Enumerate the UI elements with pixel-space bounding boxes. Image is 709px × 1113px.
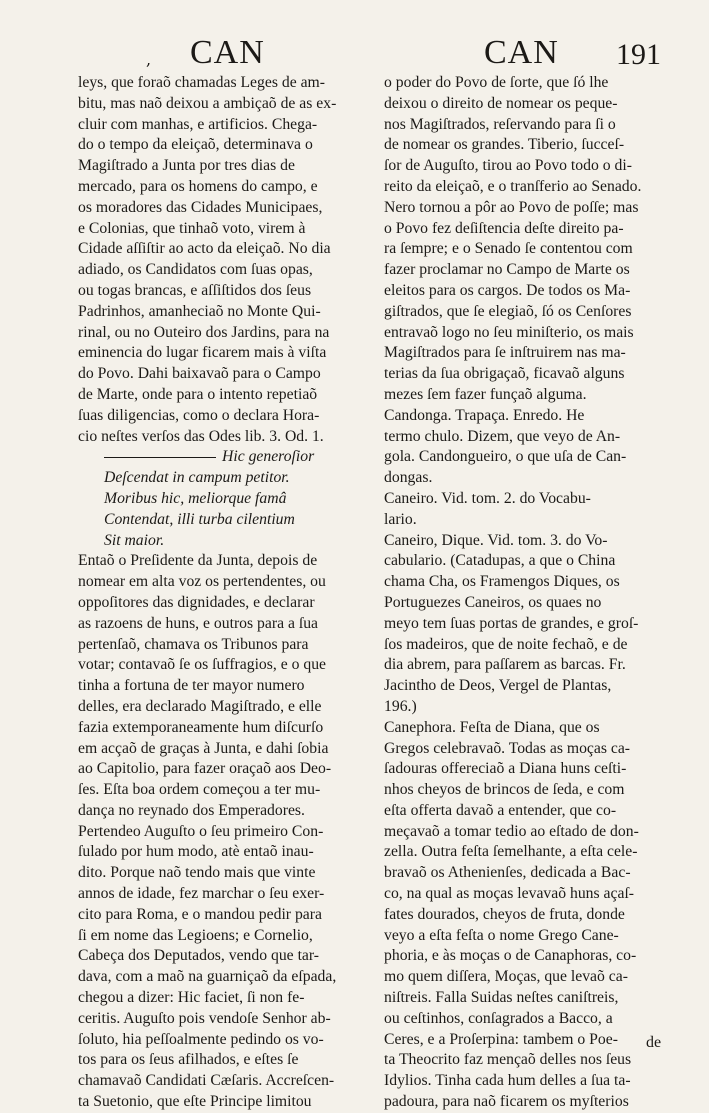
text-line: phoria, e às moças o de Canaphoras, co- [384, 947, 637, 965]
text-line: Idylios. Tinha cada hum delles a ſua ta- [384, 1072, 631, 1090]
text-line: Portuguezes Caneiros, os quaes no [384, 593, 602, 611]
text-line: annos de idade, fez marchar o ſeu exer- [78, 885, 325, 903]
text-line: Moribus hic, meliorque famâ [104, 489, 287, 507]
text-line: tinha a fortuna de ter mayor numero [78, 677, 305, 695]
text-line: os moradores das Cidades Municipaes, [78, 198, 323, 216]
text-line: giſtrados, que ſe elegiaõ, ſó os Cenſores [384, 302, 632, 320]
text-line: Pertendeo Auguſto o ſeu primeiro Con- [78, 822, 324, 840]
text-line: o Povo fez deſiſtencia deſte direito pa- [384, 219, 624, 237]
text-line: Ceres, e a Proſerpina: tambem o Poe- [384, 1030, 618, 1048]
text-line: veyo a eſta feſta o nome Grego Cane- [384, 926, 619, 944]
text-line: ſulado por hum modo, atè entaõ inau- [78, 843, 314, 861]
text-line: gola. Candongueiro, o que uſa de Can- [384, 448, 627, 466]
text-line: ta Theocrito faz mençaõ delles nos ſeus [384, 1051, 632, 1069]
text-line: nomear em alta voz os pertendentes, ou [78, 573, 326, 591]
text-line: terias da ſua obrigaçaõ, ficavaõ alguns [384, 365, 625, 383]
text-line: ao Capitolio, para fazer oraçaõ aos Deo- [78, 760, 332, 778]
text-line: dança no reynado dos Emperadores. [78, 801, 305, 819]
running-head-right: CAN [484, 34, 559, 71]
text-line: termo chulo. Dizem, que veyo de An- [384, 427, 621, 445]
text-line: meyo tem ſuas portas de grandes, e groſ- [384, 614, 639, 632]
text-line: de nomear os grandes. Tiberio, ſucceſ- [384, 136, 625, 154]
text-line: votar; contavaõ ſe os ſuffragios, e o que [78, 656, 327, 674]
text-line: ou togas brancas, e aſſiſtidos dos ſeus [78, 281, 312, 299]
text-line: nos Magiſtrados, reſervando para ſi o [384, 115, 616, 133]
text-line: Magiſtrado a Junta por tres dias de [78, 157, 295, 175]
text-line: entravaõ logo no ſeu miniſterio, os mais [384, 323, 634, 341]
text-line: deixou o direito de nomear os peque- [384, 94, 618, 112]
catchword: de [646, 1034, 662, 1051]
page-number: 191 [616, 38, 661, 71]
text-line: fazia extemporaneamente hum diſcurſo [78, 718, 324, 736]
text-line: de Marte, onde para o intento repetiaõ [78, 385, 318, 403]
text-line: Cabeça dos Deputados, vendo que tar- [78, 947, 320, 965]
text-line: lario. [384, 510, 417, 528]
text-line: ſoluto, hia peſſoalmente pedindo os vo- [78, 1030, 324, 1048]
text-line: leys, que foraõ chamadas Leges de am- [78, 74, 325, 91]
text-line: do o tempo da eleiçaõ, determinava o [78, 136, 313, 154]
text-line: ou ceſtinhos, conſagrados a Bacco, a [384, 1009, 613, 1027]
text-line: 196.) [384, 697, 417, 715]
text-line: Contendat, illi turba cilentium [104, 510, 295, 528]
left-column [78, 73, 364, 1113]
text-line: dito. Porque naõ tendo mais que vinte [78, 864, 316, 882]
text-line: em acçaõ de graças à Junta, e dahi ſobia [78, 739, 329, 757]
text-line: ſuas diligencias, como o declara Hora- [78, 406, 320, 424]
verse-line [78, 447, 364, 468]
text-line: reito da eleiçaõ, e o tranſferio ao Senado. [384, 177, 642, 195]
text-line: mezes ſem fazer funçaõ alguma. [384, 385, 587, 403]
text-line: meçavaõ a tomar tedio ao eſtado de don- [384, 822, 639, 840]
text-line: fazer proclamar no Campo de Marte os [384, 261, 630, 279]
text-line: tos para os ſeus afilhados, e eſtes ſe [78, 1051, 299, 1069]
text-line: oppoſitores das dignidades, e declarar [78, 593, 315, 611]
text-line: adiado, os Candidatos com ſuas opas, [78, 261, 313, 279]
text-line: chamavaõ Candidati Cæſaris. Accreſcen- [78, 1072, 335, 1090]
text-line: Canephora. Feſta de Diana, que os [384, 718, 600, 736]
text-line: ra ſempre; e o Senado ſe contentou com [384, 240, 633, 258]
right-prose [384, 73, 672, 1113]
text-line: as razoens de huns, e outros para a ſua [78, 614, 319, 632]
text-line: ſos madeiros, que de noite fechaõ, e de [384, 635, 628, 653]
text-line: eminencia do lugar ficarem mais à viſta [78, 344, 327, 362]
text-line: Sit maior. [104, 531, 165, 549]
text-line: cluir com manhas, e artificios. Chega- [78, 115, 318, 133]
text-line: niſtreis. Falla Suidas neſtes caniſtreis, [384, 989, 619, 1007]
text-line: bravaõ os Athenienſes, dedicada a Bac- [384, 864, 631, 882]
text-line: Magiſtrados para ſe inſtruirem nas ma- [384, 344, 626, 362]
text-line: chama Cha, os Framengos Diques, os [384, 573, 620, 591]
text-line: Cidade aſſiſtir ao acto da eleiçaõ. No dia [78, 240, 331, 258]
text-line: rinal, ou no Outeiro dos Jardins, para na [78, 323, 330, 341]
text-line: Caneiro, Dique. Vid. tom. 3. do Vo- [384, 531, 608, 549]
text-line: Gregos celebravaõ. Todas as moças ca- [384, 739, 631, 757]
text-line: nhos cheyos de brincos de ſeda, e com [384, 781, 625, 799]
text-line: cabulario. (Catadupas, a que o China [384, 552, 616, 570]
text-line: mo quem diſſera, Moças, que levaõ ca- [384, 968, 628, 986]
text-line: dongas. [384, 469, 433, 487]
text-line: Candonga. Trapaça. Enredo. He [384, 406, 585, 424]
text-line: e Colonias, que tinhaõ voto, virem à [78, 219, 306, 237]
text-line: Jacintho de Deos, Vergel de Plantas, [384, 677, 612, 695]
header-mark: , [146, 50, 152, 69]
right-column [384, 73, 672, 1113]
text-line: eleitos para os cargos. De todos os Ma- [384, 281, 631, 299]
text-line: cito para Roma, e o mandou pedir para [78, 905, 322, 923]
text-line: pertenſaõ, chamava os Tribunos para [78, 635, 309, 653]
verse-first-text: Hic generoſior [222, 448, 315, 466]
text-line: zella. Outra feſta ſemelhante, a eſta cele- [384, 843, 638, 861]
running-head-left: CAN [190, 34, 265, 71]
text-line: dia abrem, para paſſarem as barcas. Fr. [384, 656, 626, 674]
left-prose-bottom [78, 551, 364, 1113]
text-line: fates dourados, cheyos de fruta, donde [384, 905, 625, 923]
verse-rule [104, 457, 216, 458]
text-line: o poder do Povo de ſorte, que ſó lhe [384, 74, 609, 91]
text-line: do Povo. Dahi baixavaõ para o Campo [78, 365, 321, 383]
text-line: ceritis. Auguſto pois vendoſe Senhor ab- [78, 1009, 331, 1027]
text-line: Padrinhos, amanheciaõ no Monte Qui- [78, 302, 321, 320]
left-prose-top [78, 73, 364, 447]
text-line: ſes. Eſta boa ordem começou a ter mu- [78, 781, 321, 799]
text-line: ſadouras offereciaõ a Diana huns ceſti- [384, 760, 627, 778]
text-line: Caneiro. Vid. tom. 2. do Vocabu- [384, 489, 591, 507]
text-line: bitu, mas naõ deixou a ambiçaõ de as ex- [78, 94, 337, 112]
text-line: chegou a dizer: Hic faciet, ſi non fe- [78, 989, 305, 1007]
text-line: Deſcendat in campum petitor. [104, 469, 290, 487]
text-line: delles, era declarado Magiſtrado, e elle [78, 697, 322, 715]
text-line: mercado, para os homens do campo, e [78, 177, 318, 195]
text-line: co, na qual as moças levavaõ huns açaſ- [384, 885, 635, 903]
text-line: ta Suetonio, que eſte Principe limitou [78, 1093, 312, 1111]
text-line: Entaõ o Preſidente da Junta, depois de [78, 552, 318, 570]
text-line: padoura, para naõ ficarem os myſterios [384, 1093, 629, 1111]
text-line: cio neſtes verſos das Odes lib. 3. Od. 1. [78, 427, 324, 445]
text-line: ſor de Auguſto, tirou ao Povo todo o di- [384, 157, 632, 175]
text-line: dava, com a maõ na guarniçaõ da eſpada, [78, 968, 337, 986]
text-line: Nero tornou a pôr ao Povo de poſſe; mas [384, 198, 639, 216]
verse-block [78, 468, 364, 551]
text-line: ſi em nome das Legioens; e Cornelio, [78, 926, 313, 944]
text-line: eſta offerta davaõ a entender, que co- [384, 801, 617, 819]
